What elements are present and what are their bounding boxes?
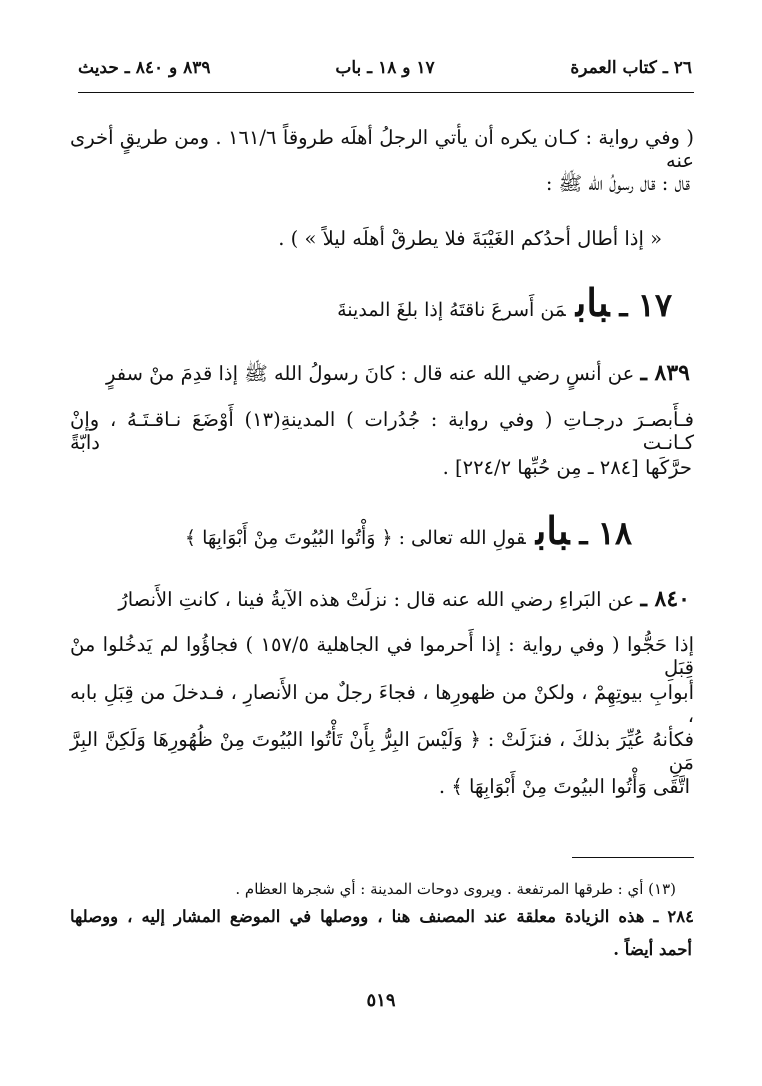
chapter-17-number: ١٧ <box>637 286 672 324</box>
footnote-284-line-1: ٢٨٤ ـ هذه الزيادة معلقة عند المصنف هنا ، ووصلها في الموضع المشار إليه ، ووصلها <box>70 907 694 926</box>
hadith-839-line-2: فـأَبصـرَ درجـاتِ ( وفي رواية : جُدُرات ) المدينةِ(١٣) أَوْضَعَ نـاقـتَـهُ ، وإنْ كـانـت دابّةً <box>70 408 694 454</box>
chapter-17-heading <box>337 280 672 325</box>
chapter-18-word: باب <box>535 508 570 553</box>
hadith-839-line-1 <box>70 360 690 390</box>
footnote-13: (١٣) أي : طرقها المرتفعة . ويروى دوحات المدينة : أي شجرها العظام . <box>235 880 676 898</box>
chapter-17-word: باب <box>575 280 610 325</box>
header-divider <box>78 92 694 93</box>
hadith-840-line-5: اتَّقَى وَأْتُوا البيُوتَ مِنْ أَبْوَابِهَا ﴾ . <box>438 775 690 798</box>
header-book-title: ٢٦ ـ كتاب العمرة <box>570 58 692 78</box>
hadith-840-line-4: فكأنهُ عُيِّرَ بذلكَ ، فنزَلَتْ : ﴿ وَلَيْسَ البِرُّ بِأَنْ تَأْتُوا البُيُوتَ مِنْ ظُهُورِهَا وَلَكِنَّ البِرَّ مَنِ <box>70 728 694 774</box>
intro-line-1: ( وفي رواية : كـان يكره أن يأتي الرجلُ أهلَه طروقاً ١٦١/٦ . ومن طريقٍ أخرى عنه <box>70 126 694 172</box>
chapter-18-heading <box>185 508 632 553</box>
hadith-839-text-1: عن أنسٍ رضي الله عنه قال : كانَ رسولُ الله ﷺ إذا قدِمَ منْ سفرٍ <box>106 362 635 385</box>
intro-line-2: قال : قال رسولُ الله ﷺ : <box>545 172 690 195</box>
footnote-284-line-2: أحمد أيضاً . <box>613 940 692 959</box>
page-number: ٥١٩ <box>366 990 396 1011</box>
hadith-839-number: ٨٣٩ ـ <box>640 360 690 386</box>
hadith-840-number: ٨٤٠ ـ <box>640 586 690 612</box>
header-chapters: ١٧ و ١٨ ـ باب <box>335 58 435 78</box>
hadith-840-line-1 <box>70 586 690 612</box>
footnote-divider <box>572 857 694 858</box>
chapter-18-title: قولِ الله تعالى : ﴿ وَأْتُوا البُيُوتَ مِنْ أَبْوَابِهَا ﴾ <box>184 527 526 549</box>
intro-line-3: « إذا أطال أحدُكم الغَيْبَةَ فلا يطرقْ أهلَه ليلاً » ) . <box>278 227 662 250</box>
hadith-840-line-3: أبوابِ بيوتِهِمْ ، ولكنْ من ظهورِها ، فجاءَ رجلٌ من الأَنصارِ ، فـدخلَ من قِبَلِ بابه ، <box>70 681 694 727</box>
chapter-17-title: مَن أَسرعَ ناقتَهُ إذا بلغَ المدينةَ <box>337 299 566 321</box>
header-hadith-range: ٨٣٩ و ٨٤٠ ـ حديث <box>78 58 211 78</box>
hadith-839-line-3: حرَّكَها [٢٨٤ ـ مِن حُبِّها ٢٢٤/٢] . <box>442 456 692 479</box>
chapter-18-number: ١٨ <box>597 514 632 552</box>
running-header <box>78 58 692 84</box>
hadith-840-line-2: إذا حَجُّوا ( وفي رواية : إذا أَحرموا في الجاهلية ١٥٧/٥ ) فجاؤُوا لم يَدخُلوا منْ قِبَلِ <box>70 633 695 679</box>
hadith-840-text-1: عن البَراءِ رضي الله عنه قال : نزلَتْ هذه الآيةُ فينا ، كانتِ الأَنصارُ <box>118 588 635 611</box>
chapter-18-dash: ـ <box>579 518 588 551</box>
chapter-17-dash: ـ <box>619 290 628 323</box>
